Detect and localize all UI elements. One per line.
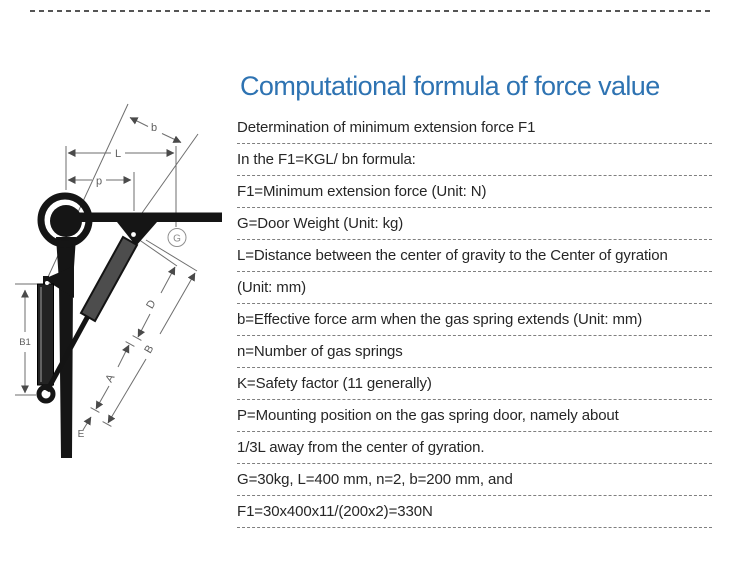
dimension-label-E: E (77, 429, 85, 440)
dimension-label-B: B (142, 343, 157, 356)
formula-row: b=Effective force arm when the gas spring extends (Unit: mm) (237, 304, 712, 336)
gas-spring-compressed (38, 284, 54, 385)
page-title: Computational formula of force value (240, 71, 660, 101)
formula-row: G=Door Weight (Unit: kg) (237, 208, 712, 240)
gas-spring-extended (81, 237, 137, 321)
dimension-label-b: b (150, 122, 158, 134)
gas-spring-diagram (0, 0, 235, 562)
dimension-label-L: L (114, 148, 122, 160)
formula-row: K=Safety factor (11 generally) (237, 368, 712, 400)
mechanism (38, 196, 223, 458)
anchor-eyelet (39, 387, 53, 401)
dimension-label-B1: B1 (19, 337, 31, 348)
formula-row: P=Mounting position on the gas spring door, namely about (237, 400, 712, 432)
formula-row: (Unit: mm) (237, 272, 712, 304)
formula-row: In the F1=KGL/ bn formula: (237, 144, 712, 176)
formula-row: F1=Minimum extension force (Unit: N) (237, 176, 712, 208)
dimension-extension-lines (138, 239, 197, 271)
post-pivot-hole (45, 281, 49, 285)
door-open-bar (58, 213, 222, 223)
dimension-label-p: p (95, 175, 103, 188)
formula-row: n=Number of gas springs (237, 336, 712, 368)
formula-row: G=30kg, L=400 mm, n=2, b=200 mm, and (237, 464, 712, 496)
formula-row: L=Distance between the center of gravity to the Center of gyration (237, 240, 712, 272)
bracket-pivot-hole (131, 232, 136, 237)
formula-row: 1/3L away from the center of gyration. (237, 432, 712, 464)
formula-row: F1=30x400x11/(200x2)=330N (237, 496, 712, 528)
formula-table (237, 112, 712, 528)
dimension-label-D: D (144, 298, 159, 311)
dimension-label-A: A (103, 372, 118, 385)
dimension-label-G: G (173, 233, 181, 245)
formula-row: Determination of minimum extension force F1 (237, 112, 712, 144)
